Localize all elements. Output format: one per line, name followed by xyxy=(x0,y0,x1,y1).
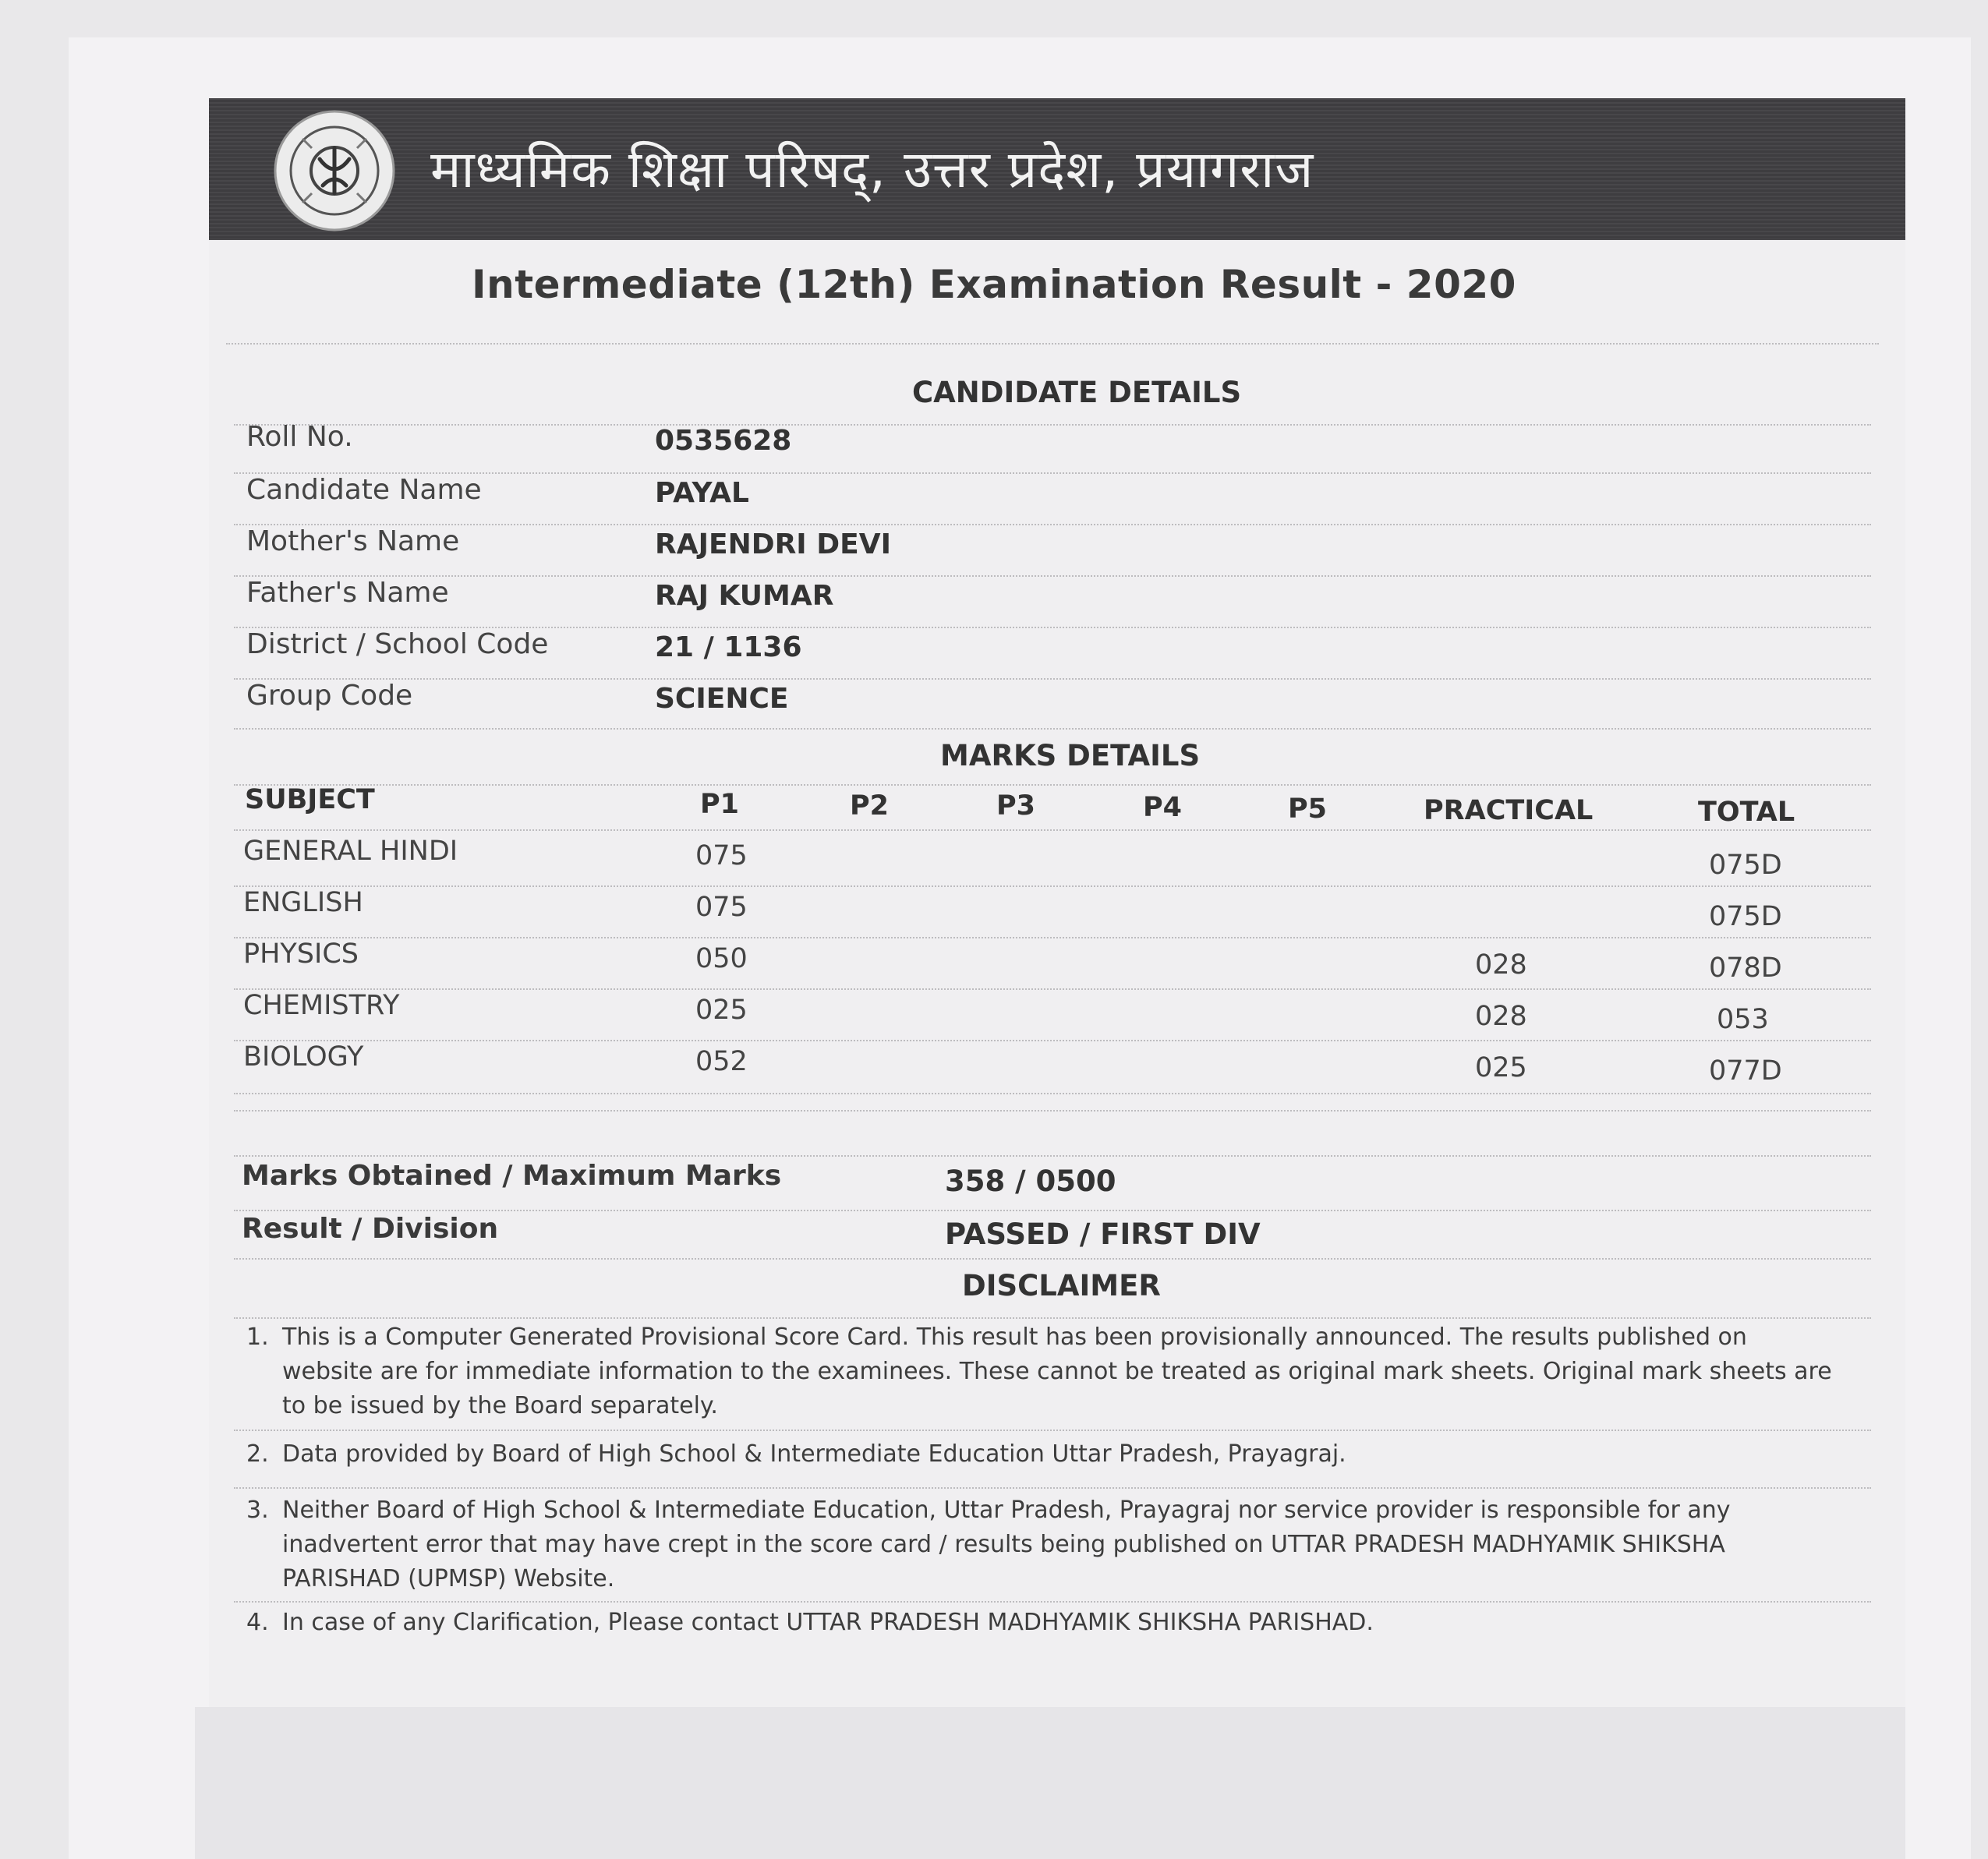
col-p3-header: P3 xyxy=(996,790,1036,822)
divider xyxy=(234,1601,1871,1603)
disclaimer-item xyxy=(246,1437,1845,1472)
disclaimer-item xyxy=(246,1493,1845,1596)
disclaimer-number: 1. xyxy=(246,1324,269,1351)
candidate-name-label: Candidate Name xyxy=(246,474,482,506)
fathers-name-value: RAJ KUMAR xyxy=(655,580,834,612)
disclaimer-text: This is a Computer Generated Provisional Score Card. This result has been provisionally announced. The results published on website are for immediate information to the examinees. These cannot be treated as original mark sheets. Original mark sheets are to be issued by the Board separately. xyxy=(282,1324,1832,1419)
roll-no-label: Roll No. xyxy=(246,421,353,453)
divider xyxy=(234,728,1871,730)
footer-band xyxy=(195,1707,1905,1859)
subject-name: PHYSICS xyxy=(243,938,359,970)
divider xyxy=(234,885,1871,887)
p1-mark: 050 xyxy=(695,943,748,974)
divider xyxy=(234,1317,1871,1319)
disclaimer-number: 3. xyxy=(246,1497,269,1524)
marks-obtained-label: Marks Obtained / Maximum Marks xyxy=(242,1160,782,1192)
divider xyxy=(234,1093,1871,1094)
p1-mark: 075 xyxy=(695,840,748,871)
divider xyxy=(234,1040,1871,1041)
p1-mark: 052 xyxy=(695,1046,748,1077)
subject-name: BIOLOGY xyxy=(243,1041,364,1073)
exam-title: Intermediate (12th) Examination Result - 2020 xyxy=(472,262,1516,307)
total-mark: 077D xyxy=(1709,1055,1782,1087)
marks-obtained-value: 358 / 0500 xyxy=(945,1165,1116,1198)
disclaimer-number: 4. xyxy=(246,1609,269,1636)
disclaimer-heading: DISCLAIMER xyxy=(962,1269,1161,1302)
divider xyxy=(234,575,1871,577)
col-p2-header: P2 xyxy=(850,790,890,822)
col-p4-header: P4 xyxy=(1143,792,1183,823)
district-school-code-value: 21 / 1136 xyxy=(655,631,802,663)
practical-mark: 028 xyxy=(1475,1001,1527,1032)
divider xyxy=(234,988,1871,990)
divider xyxy=(234,1487,1871,1489)
col-total-header: TOTAL xyxy=(1698,797,1795,828)
marks-details-heading: MARKS DETAILS xyxy=(940,739,1201,772)
subject-name: GENERAL HINDI xyxy=(243,836,458,867)
total-mark: 078D xyxy=(1709,952,1782,984)
upmsp-emblem-icon xyxy=(271,108,398,234)
total-mark: 075D xyxy=(1709,850,1782,881)
col-subject-header: SUBJECT xyxy=(245,784,375,815)
divider xyxy=(234,1110,1871,1112)
divider xyxy=(234,1258,1871,1260)
fathers-name-label: Father's Name xyxy=(246,577,449,609)
candidate-name-value: PAYAL xyxy=(655,477,749,509)
divider xyxy=(226,343,1879,345)
col-p5-header: P5 xyxy=(1288,793,1328,825)
subject-name: ENGLISH xyxy=(243,887,363,918)
subject-name: CHEMISTRY xyxy=(243,990,400,1021)
group-code-value: SCIENCE xyxy=(655,683,789,715)
col-practical-header: PRACTICAL xyxy=(1424,795,1594,826)
divider xyxy=(234,1430,1871,1431)
disclaimer-number: 2. xyxy=(246,1440,269,1468)
total-mark: 053 xyxy=(1717,1004,1769,1035)
result-division-value: PASSED / FIRST DIV xyxy=(945,1218,1261,1251)
divider xyxy=(234,784,1871,786)
group-code-label: Group Code xyxy=(246,680,413,712)
divider xyxy=(234,424,1871,426)
board-name-hindi: माध्यमिक शिक्षा परिषद्, उत्तर प्रदेश, प्रयागराज xyxy=(430,140,1314,200)
disclaimer-text: In case of any Clarification, Please contact UTTAR PRADESH MADHYAMIK SHIKSHA PARISHAD. xyxy=(282,1609,1374,1636)
practical-mark: 028 xyxy=(1475,949,1527,981)
district-school-code-label: District / School Code xyxy=(246,628,549,660)
result-division-label: Result / Division xyxy=(242,1213,499,1245)
disclaimer-text: Neither Board of High School & Intermediate Education, Uttar Pradesh, Prayagraj nor service provider is responsible for any inadvertent error that may have crept in the score card / results being published on UTTAR PRADESH MADHYAMIK SHIKSHA PARISHAD (UPMSP) Website. xyxy=(282,1497,1731,1592)
p1-mark: 075 xyxy=(695,892,748,923)
divider xyxy=(234,1155,1871,1157)
divider xyxy=(234,678,1871,680)
total-mark: 075D xyxy=(1709,901,1782,932)
divider xyxy=(234,1210,1871,1211)
practical-mark: 025 xyxy=(1475,1052,1527,1083)
disclaimer-item xyxy=(246,1606,1845,1640)
col-p1-header: P1 xyxy=(700,789,740,820)
divider xyxy=(234,829,1871,831)
roll-no-value: 0535628 xyxy=(655,425,792,457)
mothers-name-label: Mother's Name xyxy=(246,525,460,557)
disclaimer-text: Data provided by Board of High School & Intermediate Education Uttar Pradesh, Prayagraj. xyxy=(282,1440,1346,1468)
disclaimer-item xyxy=(246,1320,1845,1423)
mothers-name-value: RAJENDRI DEVI xyxy=(655,528,891,560)
candidate-details-heading: CANDIDATE DETAILS xyxy=(912,376,1242,409)
p1-mark: 025 xyxy=(695,995,748,1026)
divider xyxy=(234,937,1871,938)
divider xyxy=(234,524,1871,525)
